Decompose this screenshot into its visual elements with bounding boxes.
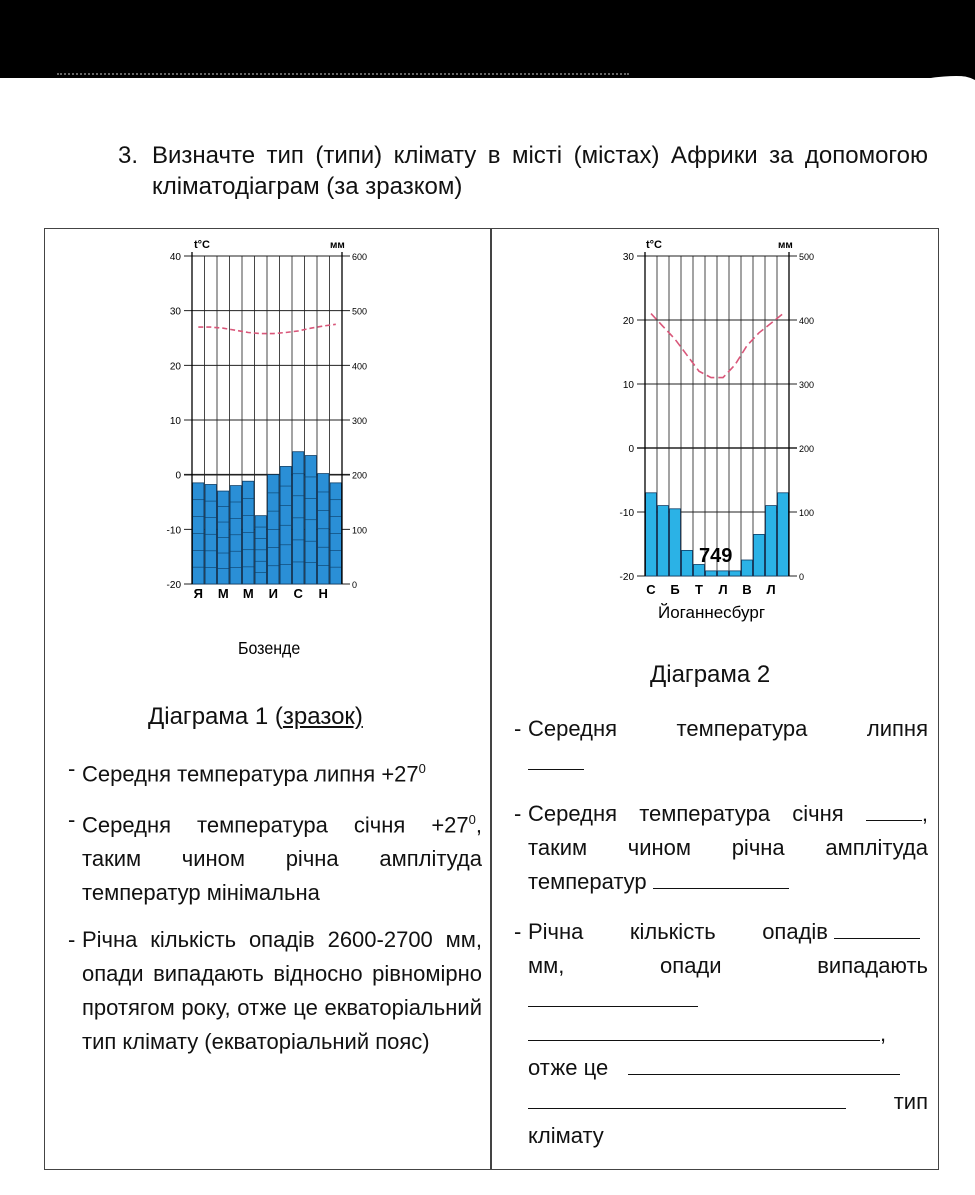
- precip-tick-label: 300: [799, 380, 815, 390]
- climate-chart-2: [612, 236, 832, 636]
- temp-tick-label: 20: [169, 361, 181, 373]
- chart2-unit-precip: мм: [778, 240, 793, 251]
- precip-bar: [670, 509, 681, 576]
- d2-blank-distribution-1[interactable]: [528, 988, 698, 1007]
- temp-tick-label: 30: [622, 252, 634, 263]
- d2-blank-distribution-2[interactable]: [528, 1022, 880, 1041]
- precip-tick-label: 300: [352, 416, 368, 426]
- precip-bar: [682, 550, 693, 576]
- d2-blank-precip[interactable]: [834, 920, 920, 939]
- temp-tick-label: -10: [166, 525, 181, 537]
- month-label: Л: [766, 582, 776, 597]
- temp-tick-label: 30: [169, 306, 181, 318]
- month-label: Я: [193, 586, 203, 601]
- d2-blank-type[interactable]: [528, 1090, 846, 1109]
- chart2-unit-temp: t°C: [646, 239, 663, 251]
- precip-tick-label: 0: [352, 580, 358, 590]
- precip-bar: [778, 493, 789, 576]
- temp-tick-label: 0: [175, 470, 181, 482]
- chart2-total: 749: [699, 545, 733, 567]
- month-label: И: [268, 586, 278, 601]
- month-label: М: [242, 586, 254, 601]
- precip-tick-label: 500: [799, 252, 815, 262]
- d2-blank-so[interactable]: [628, 1056, 900, 1075]
- task-number: 3.: [118, 142, 139, 169]
- precip-tick-label: 400: [799, 316, 815, 326]
- d2-item-1: - Середня температура липня: [528, 712, 928, 780]
- month-label: М: [217, 586, 229, 601]
- precip-tick-label: 500: [352, 306, 368, 317]
- precip-bar: [646, 493, 657, 576]
- month-label: Л: [718, 582, 728, 597]
- temp-tick-label: -20: [619, 572, 634, 583]
- sample-link: зразок): [282, 703, 363, 730]
- month-label: С: [293, 586, 303, 601]
- d2-item-2: - Середня температура січня , таким чином річна амплітуда температур: [514, 801, 928, 894]
- temp-tick-label: -20: [166, 580, 181, 591]
- diagram1-caption: Діаграма 1 (зразок): [148, 703, 363, 730]
- table-divider: [490, 228, 492, 1170]
- month-label: Б: [670, 582, 680, 597]
- month-label: Н: [318, 586, 328, 601]
- precip-tick-label: 200: [799, 444, 815, 454]
- precip-bar: [766, 506, 777, 576]
- dotted-line: [57, 73, 629, 79]
- chart2-city: Йоганнесбург: [658, 603, 766, 622]
- precip-bar: [754, 534, 765, 576]
- precip-tick-label: 100: [799, 508, 815, 518]
- climate-chart-1: [160, 236, 380, 659]
- task-text: Визначте тип (типи) клімату в місті (містах) Африки за допомогою кліматодіаграм (за зразком): [152, 142, 928, 200]
- precip-bar: [730, 571, 741, 576]
- d2-blank-jan[interactable]: [866, 802, 922, 821]
- chart1-city: Бозенде: [238, 638, 301, 659]
- chart1-unit-precip: мм: [330, 240, 345, 251]
- temp-tick-label: 0: [628, 444, 634, 455]
- temp-tick-label: 20: [622, 316, 634, 327]
- precip-tick-label: 600: [352, 252, 368, 262]
- task-heading: [118, 140, 928, 202]
- d2-blank-july[interactable]: [528, 751, 584, 770]
- temp-tick-label: -10: [619, 508, 634, 519]
- precip-bar: [718, 571, 729, 576]
- d1-item-2: - Середня температура січня $+27^0$, таким чином річна амплітуда температур мінімальна: [68, 807, 482, 906]
- month-label: В: [742, 582, 752, 597]
- diagram2-caption: Діаграма 2: [650, 661, 771, 688]
- precip-bar: [742, 560, 753, 576]
- d1-item-3: - Річна кількість опадів 2600-2700 мм, опади випадають відносно рівномірно протягом року, отже це екваторіальний тип клімату (екваторіальний пояс): [68, 927, 482, 1054]
- chart1-unit-temp: t°C: [194, 239, 211, 251]
- precip-tick-label: 400: [352, 361, 368, 372]
- precip-tick-label: 100: [352, 525, 368, 536]
- month-label: Т: [695, 582, 703, 597]
- d2-item-3: - Річна кількість опадів мм, опади випадають , отже це тип клімату: [514, 919, 928, 1148]
- temp-tick-label: 40: [169, 252, 181, 263]
- precip-bar: [706, 571, 717, 576]
- temp-tick-label: 10: [622, 380, 634, 391]
- temp-tick-label: 10: [169, 416, 181, 427]
- precip-tick-label: 0: [799, 572, 805, 582]
- precip-tick-label: 200: [352, 470, 368, 481]
- month-label: С: [646, 582, 656, 597]
- d1-item-1: - Середня температура липня $+27^0$: [68, 756, 426, 787]
- precip-bar: [658, 506, 669, 576]
- d2-blank-amplitude[interactable]: [653, 870, 789, 889]
